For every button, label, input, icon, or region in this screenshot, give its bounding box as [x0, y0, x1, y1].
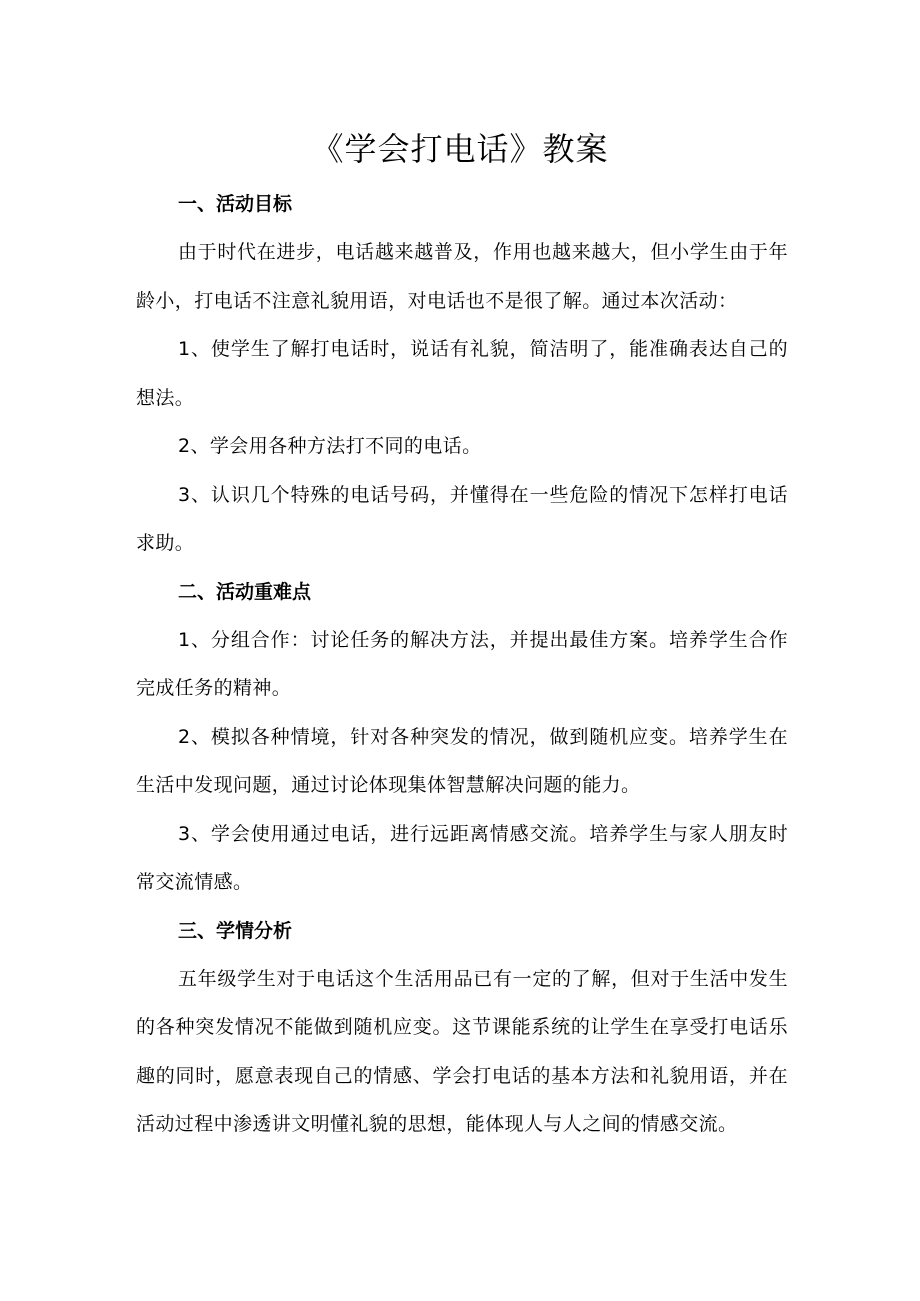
- section-goals: [136, 180, 788, 568]
- paragraph: 1、分组合作：讨论任务的解决方法，并提出最佳方案。培养学生合作完成任务的精神。: [136, 628, 788, 699]
- paragraph: 2、模拟各种情境，针对各种突发的情况，做到随机应变。培养学生在生活中发现问题，通过讨论体现集体智慧解决问题的能力。: [136, 725, 788, 796]
- paragraph: 1、使学生了解打电话时，说话有礼貌，简洁明了，能准确表达自己的想法。: [136, 338, 788, 409]
- section-heading: 一、活动目标: [178, 193, 293, 215]
- paragraph: 3、学会使用通过电话，进行远距离情感交流。培养学生与家人朋友时常交流情感。: [136, 822, 788, 893]
- paragraph: 2、学会用各种方法打不同的电话。: [178, 435, 482, 457]
- section-learner-analysis: [136, 907, 788, 1149]
- paragraph: 五年级学生对于电话这个生活用品已有一定的了解，但对于生活中发生的各种突发情况不能做到随机应变。这节课能系统的让学生在享受打电话乐趣的同时，愿意表现自己的情感、学会打电话的基本方法和礼貌用语，并在活动过程中渗透讲文明懂礼貌的思想，能体现人与人之间的情感交流。: [136, 967, 788, 1135]
- document-title: 《学会打电话》教案: [311, 130, 609, 168]
- paragraph: 3、认识几个特殊的电话号码，并懂得在一些危险的情况下怎样打电话求助。: [136, 483, 788, 554]
- section-key-points: [136, 568, 788, 907]
- paragraph: 由于时代在进步，电话越来越普及，作用也越来越大，但小学生由于年龄小，打电话不注意礼貌用语，对电话也不是很了解。通过本次活动：: [136, 241, 788, 312]
- section-heading: 二、活动重难点: [178, 580, 312, 603]
- document-body: [136, 180, 788, 1149]
- section-heading: 三、学情分析: [178, 919, 293, 942]
